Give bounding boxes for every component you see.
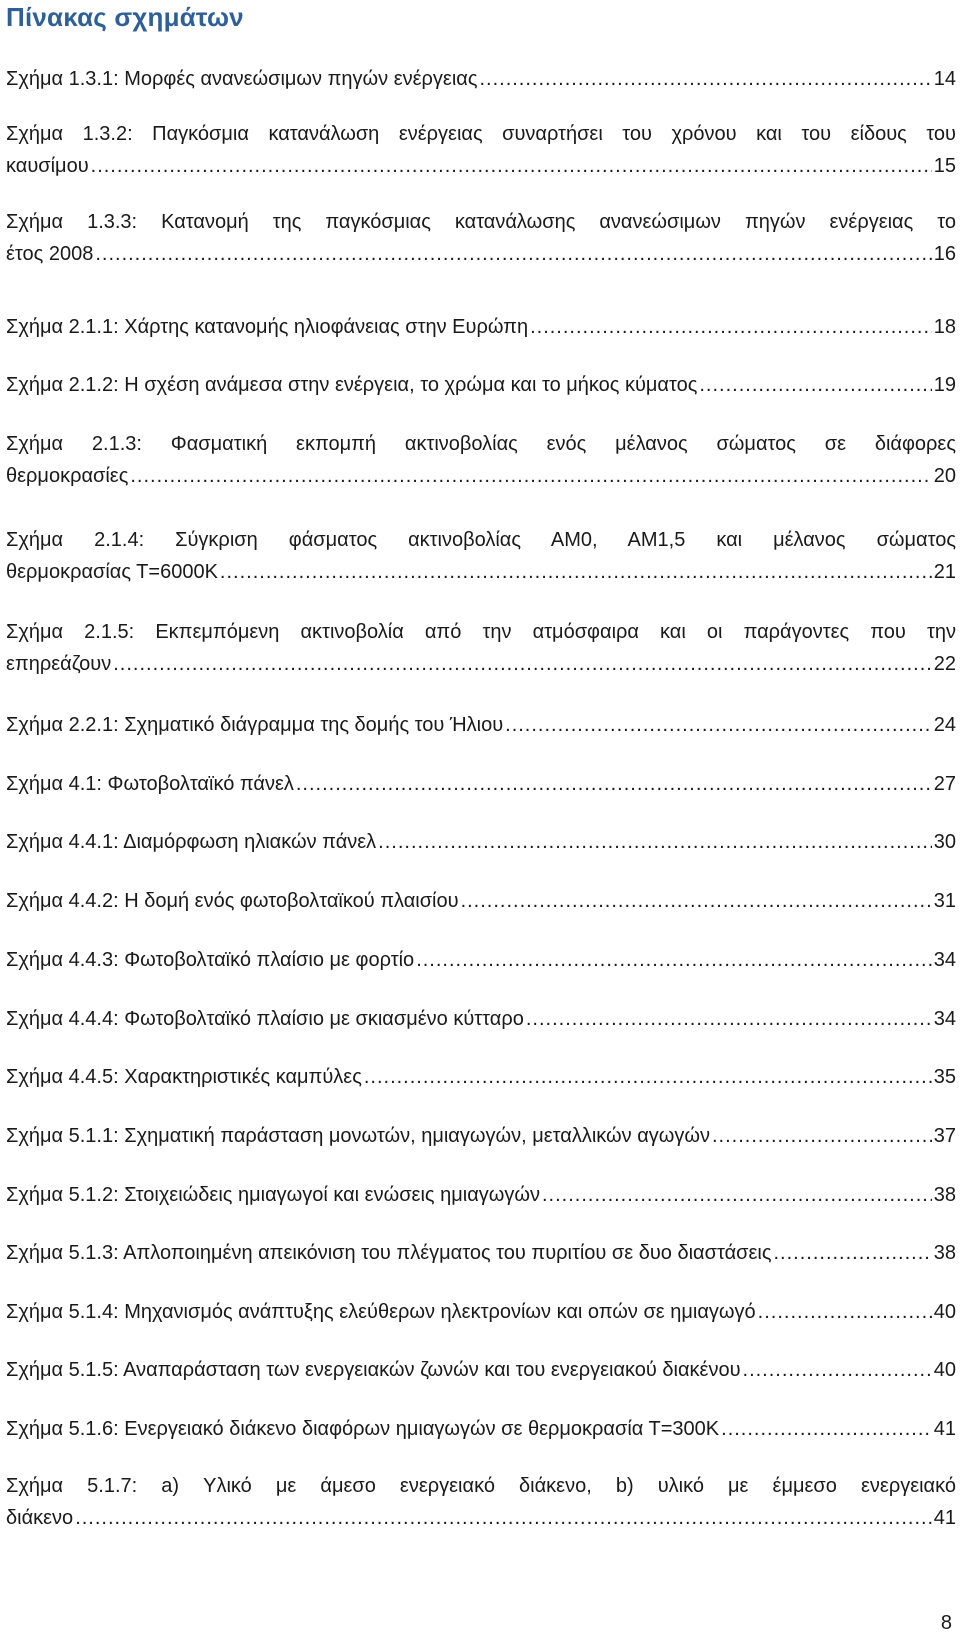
toc-entry-page: 40 (933, 1359, 956, 1381)
toc-entry-title-cont: θερμοκρασίες (6, 465, 129, 487)
toc-entry[interactable] (6, 1061, 956, 1093)
toc-entry-title: Σχήμα 2.1.5: Εκπεμπόμενη ακτινοβολία από την ατμόσφαιρα και οι παράγοντες που την (6, 621, 956, 643)
toc-entry-title: Σχήμα 5.1.6: Ενεργειακό διάκενο διαφόρων ημιαγωγών σε θερμοκρασία Τ=300Κ (6, 1418, 720, 1440)
toc-entry-page: 41 (933, 1418, 956, 1440)
leader-dots (712, 1120, 932, 1152)
leader-dots (542, 1179, 932, 1211)
toc-entry-title: Σχήμα 1.3.2: Παγκόσμια κατανάλωση ενέργειας συναρτήσει του χρόνου και του είδους του (6, 123, 956, 145)
toc-entry[interactable] (6, 709, 956, 741)
page-title: Πίνακας σχημάτων (6, 2, 244, 32)
toc-entry-title-cont: έτος 2008 (6, 243, 94, 265)
toc-entry-title-cont: διάκενο (6, 1507, 74, 1529)
toc-entry-title: Σχήμα 4.4.1: Διαμόρφωση ηλιακών πάνελ (6, 831, 377, 853)
leader-dots (130, 460, 931, 492)
toc-entry-page: 14 (933, 68, 956, 90)
toc-entry-title: Σχήμα 5.1.5: Αναπαράσταση των ενεργειακών ζωνών και του ενεργειακού διακένου (6, 1359, 741, 1381)
toc-entry-title: Σχήμα 2.1.3: Φασματική εκπομπή ακτινοβολίας ενός μέλανος σώματος σε διάφορες (6, 433, 956, 455)
toc-entry-title: Σχήμα 4.4.5: Χαρακτηριστικές καμπύλες (6, 1066, 362, 1088)
toc-entry[interactable] (6, 1120, 956, 1152)
toc-entry-page: 24 (933, 714, 956, 736)
toc-entry[interactable] (6, 1354, 956, 1386)
toc-entry[interactable] (6, 63, 956, 95)
leader-dots (773, 1237, 931, 1269)
toc-entry-title: Σχήμα 1.3.3: Κατανομή της παγκόσμιας κατανάλωσης ανανεώσιμων πηγών ενέργειας το (6, 211, 956, 233)
leader-dots (461, 885, 932, 917)
leader-dots (113, 648, 932, 680)
toc-entry[interactable] (6, 524, 956, 588)
toc-entry[interactable] (6, 885, 956, 917)
toc-entry[interactable] (6, 1003, 956, 1035)
leader-dots (758, 1296, 932, 1328)
toc-entry[interactable] (6, 428, 956, 492)
toc-entry-page: 27 (933, 773, 956, 795)
toc-entry-title: Σχήμα 2.1.2: Η σχέση ανάμεσα στην ενέργεια, το χρώμα και το μήκος κύματος (6, 374, 698, 396)
leader-dots (526, 1003, 932, 1035)
toc-entry-page: 34 (933, 949, 956, 971)
leader-dots (296, 768, 932, 800)
leader-dots (416, 944, 932, 976)
toc-entry-page: 40 (933, 1301, 956, 1323)
toc-entry-page: 19 (933, 374, 956, 396)
leader-dots (364, 1061, 932, 1093)
toc-entry[interactable] (6, 1470, 956, 1534)
toc-entry-title: Σχήμα 5.1.2: Στοιχειώδεις ημιαγωγοί και ενώσεις ημιαγωγών (6, 1184, 540, 1206)
toc-entry-page: 34 (933, 1008, 956, 1030)
toc-entry-title: Σχήμα 1.3.1: Μορφές ανανεώσιμων πηγών ενέργειας (6, 68, 478, 90)
toc-entry-page: 20 (933, 465, 956, 487)
toc-entry-title: Σχήμα 4.1: Φωτοβολταϊκό πάνελ (6, 773, 294, 795)
toc-entry-page: 41 (933, 1507, 956, 1529)
toc-entry-title: Σχήμα 4.4.3: Φωτοβολταϊκό πλαίσιο με φορτίο (6, 949, 415, 971)
toc-entry-page: 38 (933, 1242, 956, 1264)
toc-entry[interactable] (6, 311, 956, 343)
toc-entry-title: Σχήμα 5.1.7: a) Υλικό με άμεσο ενεργειακό διάκενο, b) υλικό με έμμεσο ενεργειακό (6, 1475, 956, 1497)
toc-entry-page: 16 (933, 243, 956, 265)
toc-entry-title: Σχήμα 2.1.4: Σύγκριση φάσματος ακτινοβολίας ΑΜ0, ΑΜ1,5 και μέλανος σώματος (6, 529, 956, 551)
toc-entry-title: Σχήμα 5.1.1: Σχηματική παράσταση μονωτών, ημιαγωγών, μεταλλικών αγωγών (6, 1125, 710, 1147)
toc-entry[interactable] (6, 768, 956, 800)
leader-dots (505, 709, 932, 741)
toc-entry-page: 38 (933, 1184, 956, 1206)
leader-dots (75, 1502, 932, 1534)
leader-dots (95, 238, 931, 270)
toc-entry-page: 21 (933, 561, 956, 583)
toc-entry-title: Σχήμα 4.4.4: Φωτοβολταϊκό πλαίσιο με σκιασμένο κύτταρο (6, 1008, 524, 1030)
toc-entry-page: 22 (933, 653, 956, 675)
toc-entry-page: 15 (933, 155, 956, 177)
toc-entry[interactable] (6, 206, 956, 270)
leader-dots (721, 1413, 932, 1445)
toc-entry[interactable] (6, 118, 956, 182)
toc-entry-title: Σχήμα 5.1.4: Μηχανισμός ανάπτυξης ελεύθερων ηλεκτρονίων και οπών σε ημιαγωγό (6, 1301, 756, 1323)
toc-entry-title: Σχήμα 5.1.3: Απλοποιημένη απεικόνιση του πλέγματος του πυριτίου σε δυο διαστάσεις (6, 1242, 772, 1264)
toc-entry[interactable] (6, 616, 956, 680)
toc-entry-page: 30 (933, 831, 956, 853)
toc-entry-title: Σχήμα 2.2.1: Σχηματικό διάγραμμα της δομής του Ήλιου (6, 714, 504, 736)
leader-dots (699, 369, 931, 401)
toc-entry[interactable] (6, 1413, 956, 1445)
leader-dots (91, 150, 932, 182)
toc-entry[interactable] (6, 1237, 956, 1269)
leader-dots (743, 1354, 932, 1386)
leader-dots (479, 63, 931, 95)
toc-entry[interactable] (6, 369, 956, 401)
toc-entry-title: Σχήμα 4.4.2: Η δομή ενός φωτοβολταϊκού πλαισίου (6, 890, 459, 912)
leader-dots (378, 826, 932, 858)
page-number: 8 (940, 1612, 952, 1634)
toc-entry-title-cont: θερμοκρασίας Τ=6000Κ (6, 561, 218, 583)
leader-dots (220, 556, 932, 588)
toc-entry-page: 31 (933, 890, 956, 912)
toc-entry[interactable] (6, 1296, 956, 1328)
toc-entry-page: 18 (933, 316, 956, 338)
toc-entry-title-cont: επηρεάζουν (6, 653, 112, 675)
leader-dots (530, 311, 932, 343)
toc-entry[interactable] (6, 944, 956, 976)
toc-entry[interactable] (6, 826, 956, 858)
toc-entry-page: 35 (933, 1066, 956, 1088)
toc-entry-title: Σχήμα 2.1.1: Χάρτης κατανομής ηλιοφάνειας στην Ευρώπη (6, 316, 529, 338)
toc-entry-page: 37 (933, 1125, 956, 1147)
toc-entry[interactable] (6, 1179, 956, 1211)
toc-entry-title-cont: καυσίμου (6, 155, 89, 177)
